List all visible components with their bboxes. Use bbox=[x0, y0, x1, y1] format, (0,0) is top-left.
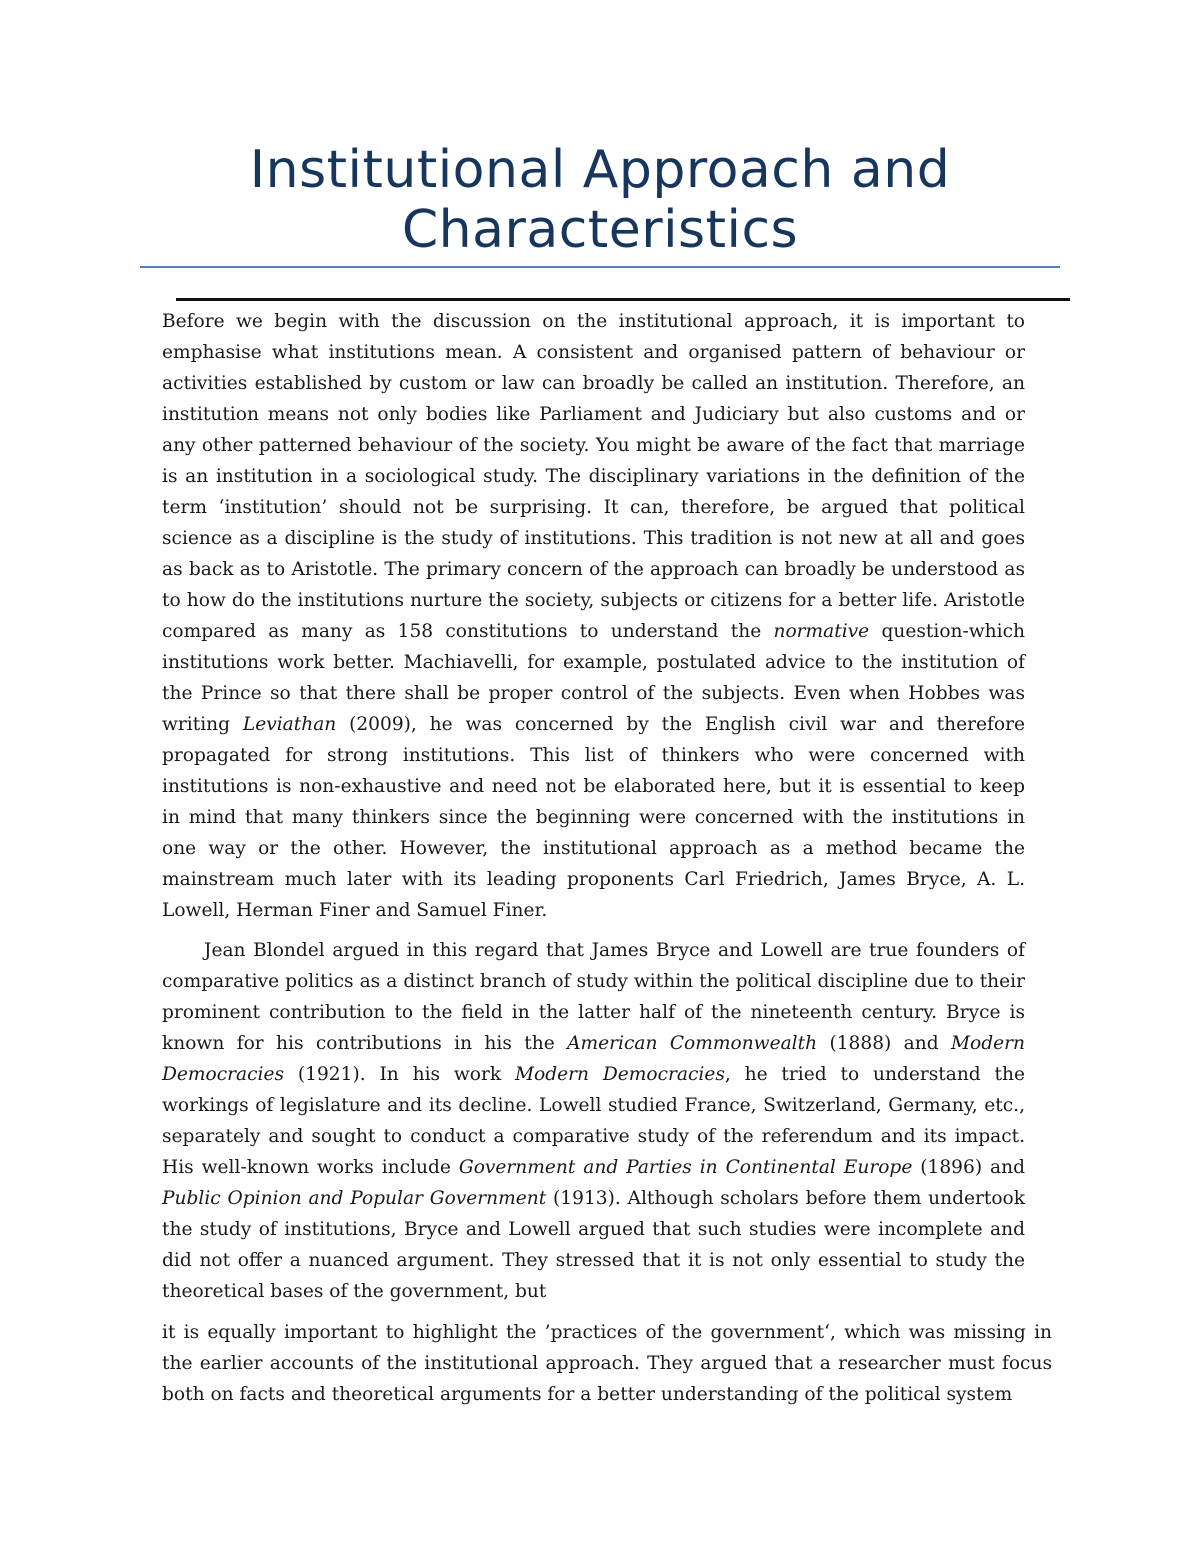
paragraph-1 bbox=[162, 306, 1025, 926]
title-line-2: Characteristics bbox=[401, 200, 799, 260]
paragraph-1-italic-term: normative bbox=[773, 621, 870, 642]
page-title bbox=[140, 140, 1060, 260]
title-underline-rule bbox=[140, 266, 1060, 268]
paragraph-2-italic-title: Modern Democracies bbox=[515, 1064, 725, 1085]
paragraph-1-segment: question-which institutions work better. Machiavelli, for example, postulated advice to the institution of the Prince so that there shall be proper control of the subjects. Even when Hobbes was writing bbox=[162, 621, 1025, 735]
section-divider-rule bbox=[176, 298, 1070, 301]
paragraph-2 bbox=[162, 935, 1025, 1307]
title-line-1: Institutional Approach and bbox=[249, 140, 951, 200]
paragraph-2-segment: (1921). In his work bbox=[284, 1064, 515, 1085]
paragraph-2-italic-title: Government and Parties in Continental Europe bbox=[458, 1157, 913, 1178]
paragraph-2-segment: Jean Blondel argued in this regard that James Bryce and Lowell are true founders of comparative politics as a distinct branch of study within the political discipline due to their prominent contribution to the field in the latter half of the nineteenth century. Bryce is known for his contributions in his the bbox=[162, 940, 1025, 1054]
paragraph-1-segment: Before we begin with the discussion on the institutional approach, it is important to emphasise what institutions mean. A consistent and organised pattern of behaviour or activities established by custom or law can broadly be called an institution. Therefore, an institution means not only bodies like Parliament and Judiciary but also customs and or any other patterned behaviour of the society. You might be aware of the fact that marriage is an institution in a sociological study. The disciplinary variations in the definition of the term ‘institution’ should not be surprising. It can, therefore, be argued that political science as a discipline is the study of institutions. This tradition is not new at all and goes as back as to Aristotle. The primary concern of the approach can broadly be understood as to how do the institutions nurture the society, subjects or citizens for a better life. Aristotle compared as many as 158 constitutions to understand the bbox=[162, 311, 1025, 642]
paragraph-2-segment: (1913). Although scholars before them undertook the study of institutions, Bryce and Lowell argued that such studies were incomplete and did not offer a nuanced argument. They stressed that it is not only essential to study the theoretical bases of the government, but bbox=[162, 1188, 1025, 1302]
paragraph-2-italic-title: Modern Democracies bbox=[162, 1033, 1025, 1085]
paragraph-2-segment: , he tried to understand the workings of legislature and its decline. Lowell studied France, Switzerland, Germany, etc., separately and sought to conduct a comparative study of the referendum and its impact. His well-known works include bbox=[162, 1064, 1025, 1178]
paragraph-1-italic-title: Leviathan bbox=[242, 714, 337, 735]
paragraph-1-segment: (2009), he was concerned by the English civil war and therefore propagated for strong institutions. This list of thinkers who were concerned with institutions is non-exhaustive and need not be elaborated here, but it is essential to keep in mind that many thinkers since the beginning were concerned with the institutions in one way or the other. However, the institutional approach as a method became the mainstream much later with its leading proponents Carl Friedrich, James Bryce, A. L. Lowell, Herman Finer and Samuel Finer. bbox=[162, 714, 1025, 921]
paragraph-2-segment: (1896) and bbox=[912, 1157, 1025, 1178]
paragraph-2-segment: (1888) and bbox=[817, 1033, 951, 1054]
paragraph-2-italic-title: American Commonwealth bbox=[567, 1033, 818, 1054]
paragraph-3: it is equally important to highlight the ’practices of the government‘, which was missing in the earlier accounts of the institutional approach. They argued that a researcher must focus both on facts and theoretical arguments for a better understanding of the political system bbox=[162, 1322, 1052, 1405]
paragraph-2-italic-title: Public Opinion and Popular Government bbox=[162, 1188, 547, 1209]
